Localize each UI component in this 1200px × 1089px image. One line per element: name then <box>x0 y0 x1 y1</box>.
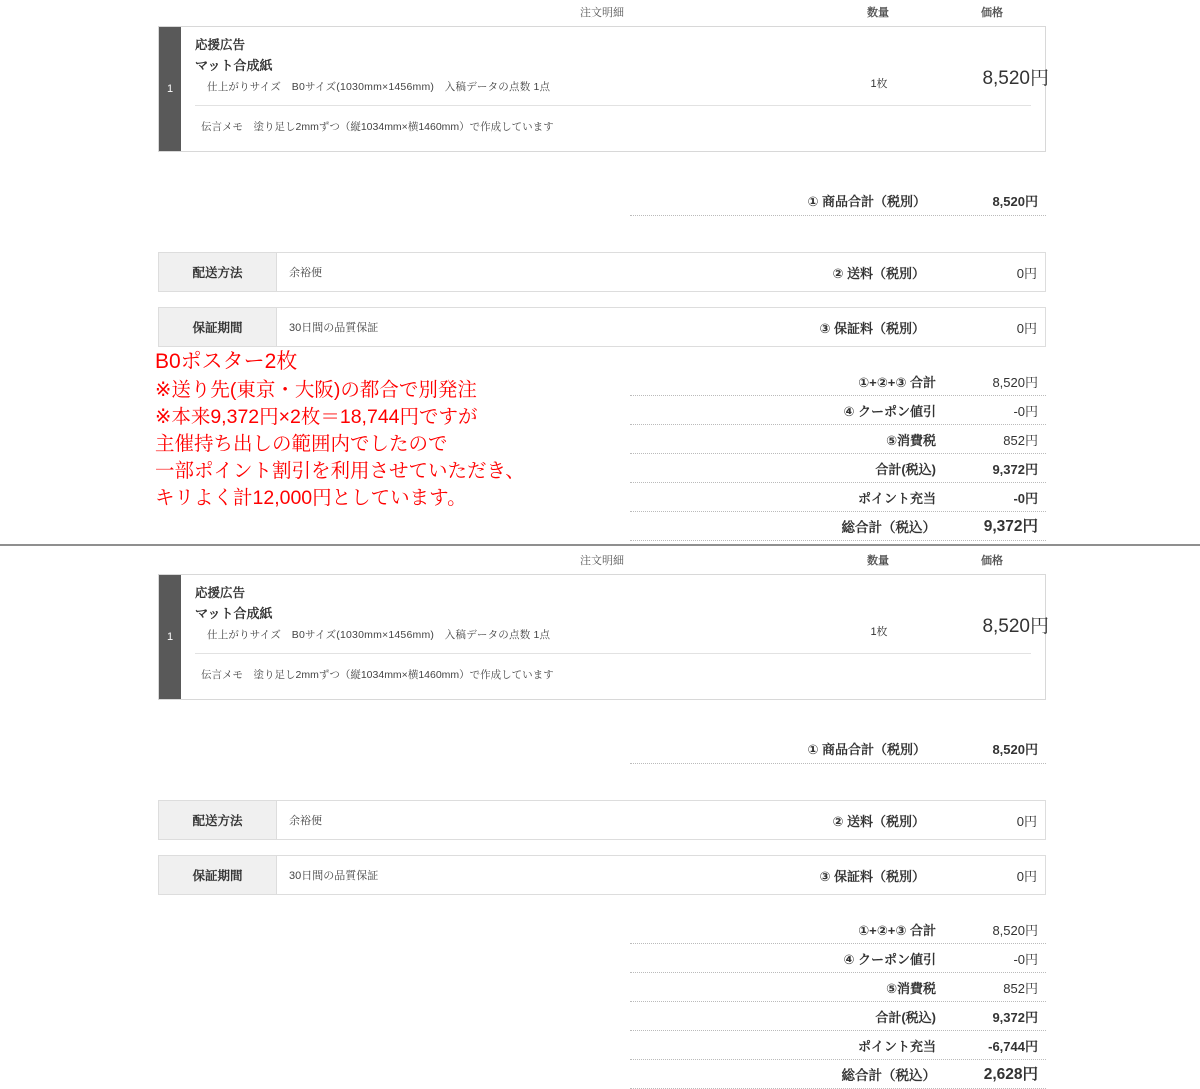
summary-value: 9,372円 <box>992 462 1038 477</box>
summary-row <box>158 1002 1046 1031</box>
shipping-method-value: 余裕便 <box>289 267 322 279</box>
summary-label: ④ クーポン値引 <box>843 404 936 419</box>
order-block-2 <box>136 548 1068 1089</box>
shipping-method-label: 配送方法 <box>159 253 277 291</box>
annotation-line-1: B0ポスター2枚 <box>155 350 298 373</box>
item-price: 8,520円 <box>982 616 1049 637</box>
goods-total-value: 8,520円 <box>992 194 1038 209</box>
summary-label: ⑤消費税 <box>885 981 936 996</box>
summary-label: ①+②+③ 合計 <box>858 923 936 938</box>
warranty-period-value: 30日間の品質保証 <box>289 322 379 334</box>
shipping-fee-label: ② 送料（税別） <box>832 813 925 829</box>
summary-label: 合計(税込) <box>875 1010 936 1025</box>
item-product-name: マット合成紙 <box>195 58 273 73</box>
item-product-name: マット合成紙 <box>195 606 273 621</box>
item-category: 応援広告 <box>195 38 246 52</box>
item-quantity: 1枚 <box>870 78 888 90</box>
order-item-row <box>158 574 1049 700</box>
column-header-detail: 注文明細 <box>580 555 624 567</box>
goods-total-row <box>158 734 1046 764</box>
summary-label: ⑤消費税 <box>885 433 936 448</box>
item-divider <box>195 105 1031 106</box>
summary-row <box>158 973 1046 1002</box>
summary-value: 9,372円 <box>992 1010 1038 1025</box>
summary-value: 9,372円 <box>983 518 1038 535</box>
summary-row <box>158 915 1046 944</box>
summary-value: -6,744円 <box>988 1039 1038 1054</box>
summary-label: 総合計（税込） <box>841 520 936 535</box>
item-index: 1 <box>159 575 181 699</box>
summary-value: 2,628円 <box>983 1066 1038 1083</box>
warranty-period-label: 保証期間 <box>159 856 277 894</box>
summary-value: -0円 <box>1013 491 1038 506</box>
item-memo: 伝言メモ 塗り足し2mmずつ（縦1034mm×横1460mm）で作成しています <box>201 121 554 133</box>
summary-label: 総合計（税込） <box>841 1068 936 1083</box>
warranty-fee-value: 0円 <box>1016 868 1037 884</box>
column-header-price: 価格 <box>981 555 1003 567</box>
item-specification: 仕上がりサイズ B0サイズ(1030mm×1456mm) 入稿データの点数 1点 <box>207 629 551 641</box>
warranty-period-row <box>158 307 1046 347</box>
item-quantity: 1枚 <box>870 626 888 638</box>
goods-total-label: ① 商品合計（税別） <box>807 194 926 209</box>
column-header-detail: 注文明細 <box>580 7 624 19</box>
warranty-fee-label: ③ 保証料（税別） <box>819 320 925 336</box>
red-annotation <box>155 348 525 512</box>
summary-value: -0円 <box>1013 404 1038 419</box>
summary-value: 852円 <box>1003 433 1038 448</box>
item-category: 応援広告 <box>195 586 246 600</box>
goods-total-label: ① 商品合計（税別） <box>807 742 926 757</box>
warranty-period-label: 保証期間 <box>159 308 277 346</box>
dotted-leader <box>630 540 1046 541</box>
warranty-period-row <box>158 855 1046 895</box>
annotation-line-3: ※本来9,372円×2枚＝18,744円ですが <box>155 405 478 428</box>
shipping-method-label: 配送方法 <box>159 801 277 839</box>
summary-label: ④ クーポン値引 <box>843 952 936 967</box>
summary-label: ポイント充当 <box>857 1039 936 1054</box>
dotted-leader <box>630 763 1046 764</box>
summary-row <box>158 1031 1046 1060</box>
shipping-fee-label: ② 送料（税別） <box>832 265 925 281</box>
summary-value: 852円 <box>1003 981 1038 996</box>
shipping-fee-value: 0円 <box>1016 813 1037 829</box>
goods-total-row <box>158 186 1046 216</box>
column-header-1 <box>136 0 1068 26</box>
column-header-qty: 数量 <box>867 7 889 19</box>
page-divider <box>0 544 1200 546</box>
item-divider <box>195 653 1031 654</box>
item-price: 8,520円 <box>982 68 1049 89</box>
warranty-fee-value: 0円 <box>1016 320 1037 336</box>
summary-value: 8,520円 <box>992 923 1038 938</box>
warranty-period-value: 30日間の品質保証 <box>289 870 379 882</box>
summary-table-2 <box>158 915 1046 1089</box>
shipping-method-row <box>158 800 1046 840</box>
shipping-fee-value: 0円 <box>1016 265 1037 281</box>
item-index: 1 <box>159 27 181 151</box>
summary-label: ポイント充当 <box>857 491 936 506</box>
annotation-line-5: 一部ポイント割引を利用させていただき、 <box>155 459 525 482</box>
column-header-2 <box>136 548 1068 574</box>
goods-total-value: 8,520円 <box>992 742 1038 757</box>
summary-row <box>158 944 1046 973</box>
shipping-method-row <box>158 252 1046 292</box>
annotation-line-4: 主催持ち出しの範囲内でしたので <box>155 432 448 455</box>
column-header-price: 価格 <box>981 7 1003 19</box>
item-specification: 仕上がりサイズ B0サイズ(1030mm×1456mm) 入稿データの点数 1点 <box>207 81 551 93</box>
summary-value: -0円 <box>1013 952 1038 967</box>
summary-row-grand-total <box>158 512 1046 541</box>
order-item-row <box>158 26 1049 152</box>
summary-value: 8,520円 <box>992 375 1038 390</box>
summary-label: ①+②+③ 合計 <box>858 375 936 390</box>
summary-label: 合計(税込) <box>875 462 936 477</box>
item-memo: 伝言メモ 塗り足し2mmずつ（縦1034mm×横1460mm）で作成しています <box>201 669 554 681</box>
annotation-line-2: ※送り先(東京・大阪)の都合で別発注 <box>155 378 477 401</box>
column-header-qty: 数量 <box>867 555 889 567</box>
annotation-line-6: キリよく計12,000円としています。 <box>155 486 467 509</box>
dotted-leader <box>630 215 1046 216</box>
warranty-fee-label: ③ 保証料（税別） <box>819 868 925 884</box>
shipping-method-value: 余裕便 <box>289 815 322 827</box>
summary-row-grand-total <box>158 1060 1046 1089</box>
